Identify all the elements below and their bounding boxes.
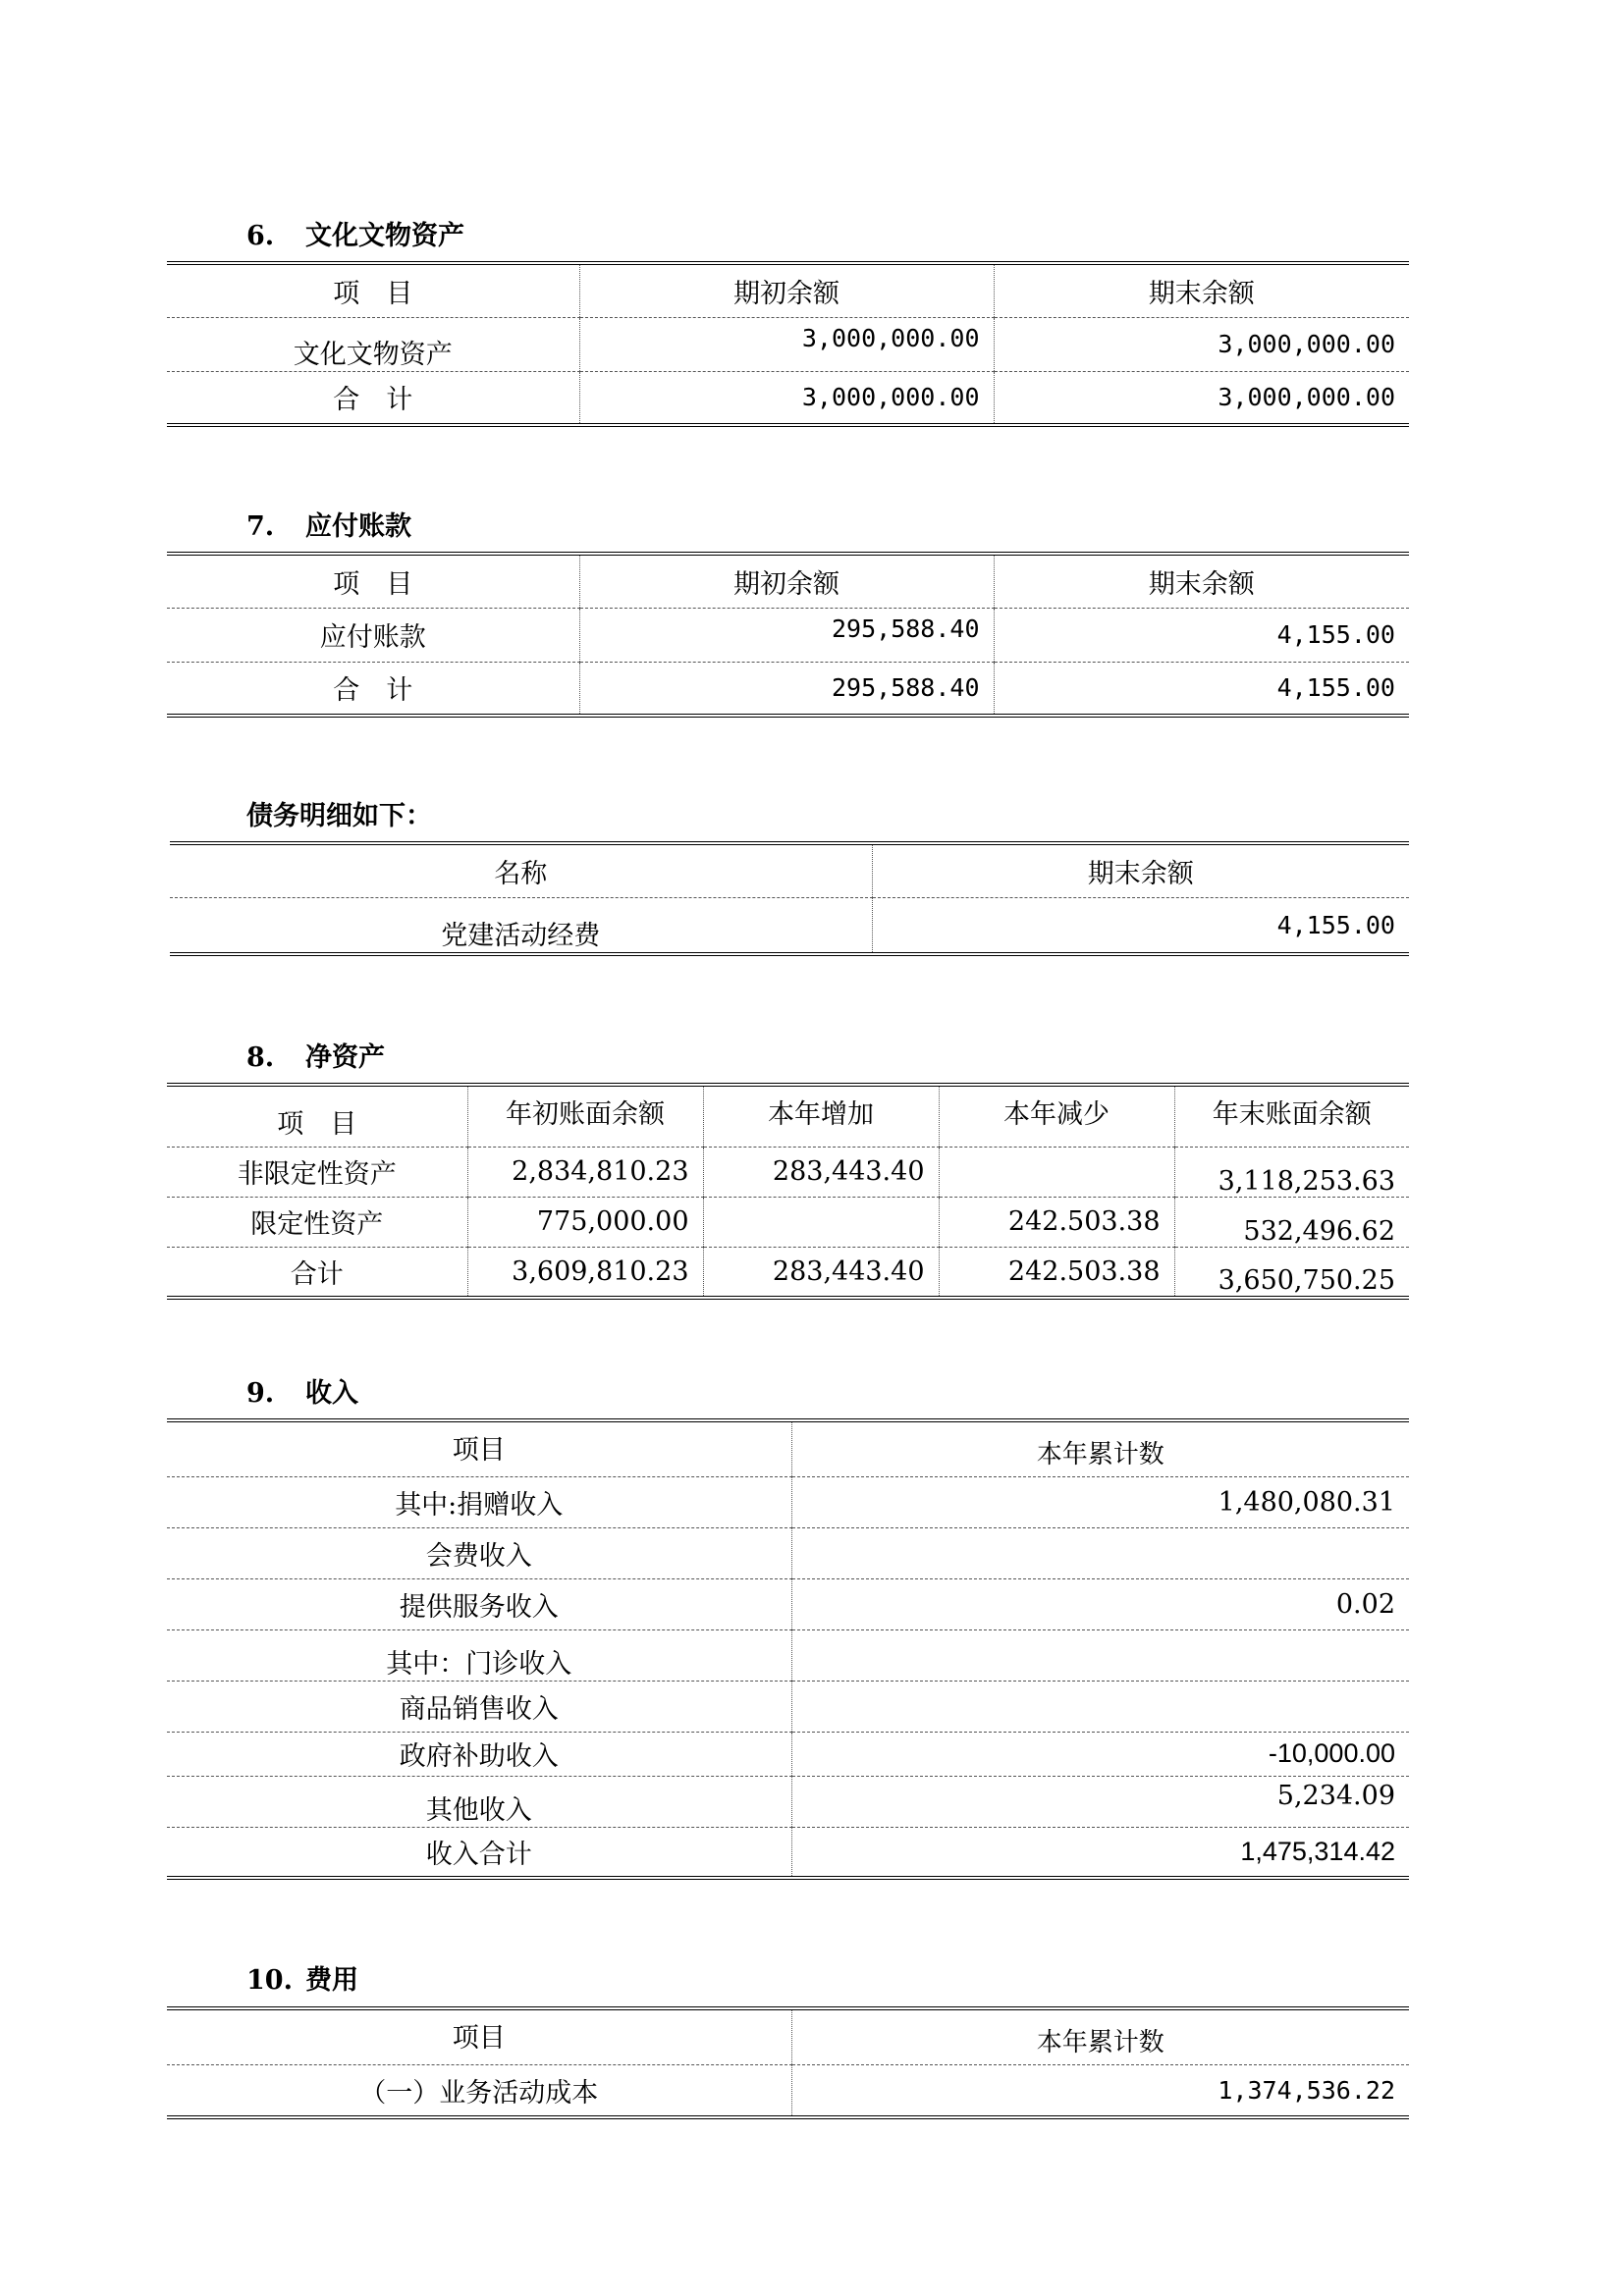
total-label: 合 计: [167, 662, 579, 716]
row-label: 其中：门诊收入: [167, 1629, 791, 1681]
table-row: [167, 1776, 1409, 1827]
header-year-total: 本年累计数: [791, 1420, 1409, 1476]
header-end-balance: 期末余额: [994, 263, 1409, 317]
table-row: [167, 317, 1409, 371]
header-item: 项 目: [167, 554, 579, 608]
table-total-row: [167, 1247, 1409, 1298]
total-begin: 295,588.40: [579, 662, 994, 716]
table-row: [167, 1578, 1409, 1629]
header-begin-balance: 期初余额: [579, 263, 994, 317]
table-row: [167, 608, 1409, 662]
section-6-number: 6.: [246, 221, 275, 251]
row-label: （一）业务活动成本: [167, 2064, 791, 2117]
row-label: 非限定性资产: [167, 1147, 467, 1197]
table-row: [167, 2064, 1409, 2117]
row-end: 4,155.00: [872, 897, 1409, 954]
table-row: [167, 1681, 1409, 1732]
row-begin: 295,588.40: [579, 608, 994, 662]
total-begin: 3,609,810.23: [467, 1247, 703, 1298]
header-increase: 本年增加: [703, 1085, 939, 1147]
total-begin: 3,000,000.00: [579, 371, 994, 425]
total-end: 3,650,750.25: [1174, 1247, 1409, 1298]
section-9-title-text: 收入: [305, 1378, 358, 1409]
total-end: 4,155.00: [994, 662, 1409, 716]
table-header-row: [167, 263, 1409, 317]
table-total-row: [167, 371, 1409, 425]
debt-details-title: 债务明细如下：: [246, 801, 432, 831]
header-name: 名称: [170, 843, 872, 897]
table-row: [167, 1732, 1409, 1776]
cultural-assets-table: [167, 261, 1409, 427]
total-label: 收入合计: [167, 1827, 791, 1878]
table-header-row: [170, 843, 1409, 897]
row-label: 提供服务收入: [167, 1578, 791, 1629]
header-item: 项 目: [167, 263, 579, 317]
table-total-row: [167, 1827, 1409, 1878]
total-end: 3,000,000.00: [994, 371, 1409, 425]
row-begin: 3,000,000.00: [579, 317, 994, 371]
table-row: [167, 1629, 1409, 1681]
table-header-row: [167, 554, 1409, 608]
total-label: 合 计: [167, 371, 579, 425]
row-begin: 775,000.00: [467, 1197, 703, 1247]
row-begin: 2,834,810.23: [467, 1147, 703, 1197]
section-8-title-text: 净资产: [305, 1042, 385, 1073]
section-7-number: 7.: [246, 511, 275, 542]
row-value: 1,480,080.31: [791, 1476, 1409, 1527]
table-row: [167, 1527, 1409, 1578]
row-end: 3,118,253.63: [1174, 1147, 1409, 1197]
net-assets-table: [167, 1083, 1409, 1300]
total-value: 1,475,314.42: [791, 1827, 1409, 1878]
section-8-title: [246, 1042, 385, 1074]
total-label: 合计: [167, 1247, 467, 1298]
row-name: 党建活动经费: [170, 897, 872, 954]
section-7-title-text: 应付账款: [305, 511, 411, 542]
row-label: 会费收入: [167, 1527, 791, 1578]
row-value: [791, 1527, 1409, 1578]
section-6-title-text: 文化文物资产: [305, 221, 464, 251]
row-label: 应付账款: [167, 608, 579, 662]
section-6-title: [246, 221, 464, 252]
expense-table: [167, 2006, 1409, 2119]
row-end: 3,000,000.00: [994, 317, 1409, 371]
table-row: [167, 1197, 1409, 1247]
section-7-title: [246, 511, 411, 543]
header-end-book-balance: 年末账面余额: [1174, 1085, 1409, 1147]
header-end-balance: 期末余额: [872, 843, 1409, 897]
row-value: 5,234.09: [791, 1776, 1409, 1827]
table-row: [167, 1476, 1409, 1527]
header-begin-book-balance: 年初账面余额: [467, 1085, 703, 1147]
row-label: 政府补助收入: [167, 1732, 791, 1776]
debt-details-table: [170, 841, 1409, 956]
row-value: [791, 1629, 1409, 1681]
row-label: 限定性资产: [167, 1197, 467, 1247]
section-10-title-text: 费用: [305, 1965, 358, 1996]
section-8-number: 8.: [246, 1042, 275, 1073]
table-row: [167, 1147, 1409, 1197]
row-label: 文化文物资产: [167, 317, 579, 371]
section-9-number: 9.: [246, 1378, 275, 1409]
table-header-row: [167, 1085, 1409, 1147]
row-label: 其中:捐赠收入: [167, 1476, 791, 1527]
income-table: [167, 1418, 1409, 1880]
total-decrease: 242.503.38: [939, 1247, 1174, 1298]
row-end: 532,496.62: [1174, 1197, 1409, 1247]
header-item: 项目: [167, 1420, 791, 1476]
table-header-row: [167, 1420, 1409, 1476]
row-value: [791, 1681, 1409, 1732]
header-decrease: 本年减少: [939, 1085, 1174, 1147]
row-label: 其他收入: [167, 1776, 791, 1827]
table-header-row: [167, 2008, 1409, 2064]
row-value: 1,374,536.22: [791, 2064, 1409, 2117]
row-increase: [703, 1197, 939, 1247]
section-10-title: [246, 1965, 358, 1997]
accounts-payable-table: [167, 552, 1409, 718]
row-value: -10,000.00: [791, 1732, 1409, 1776]
header-end-balance: 期末余额: [994, 554, 1409, 608]
row-decrease: [939, 1147, 1174, 1197]
row-end: 4,155.00: [994, 608, 1409, 662]
total-increase: 283,443.40: [703, 1247, 939, 1298]
section-9-title: [246, 1378, 358, 1410]
row-value: 0.02: [791, 1578, 1409, 1629]
header-begin-balance: 期初余额: [579, 554, 994, 608]
row-increase: 283,443.40: [703, 1147, 939, 1197]
section-10-number: 10.: [246, 1965, 293, 1996]
header-year-total: 本年累计数: [791, 2008, 1409, 2064]
header-item: 项目: [167, 2008, 791, 2064]
table-row: [170, 897, 1409, 954]
table-total-row: [167, 662, 1409, 716]
row-decrease: 242.503.38: [939, 1197, 1174, 1247]
header-item: 项 目: [167, 1085, 467, 1147]
row-label: 商品销售收入: [167, 1681, 791, 1732]
